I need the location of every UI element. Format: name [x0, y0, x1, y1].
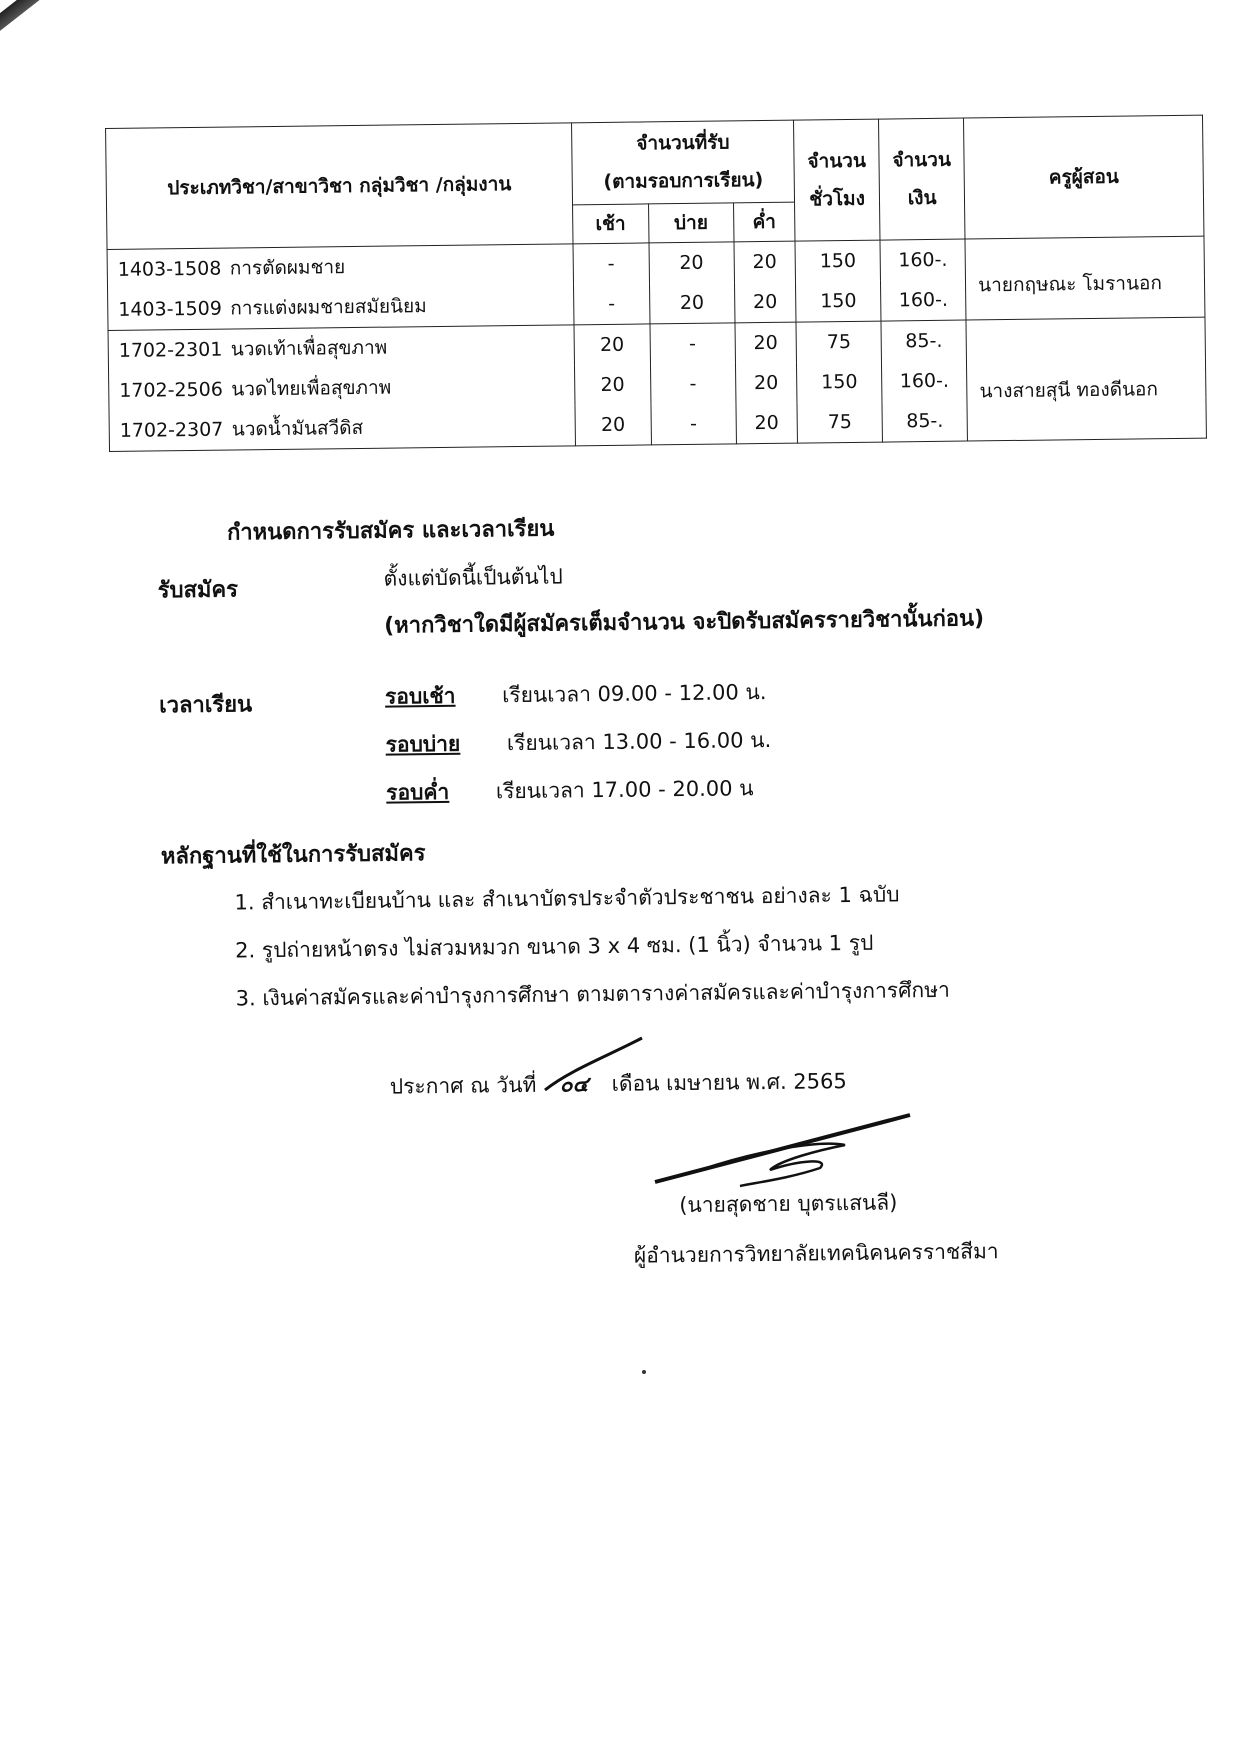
header-hours-line1: จำนวน: [807, 149, 867, 173]
evening-seats: 20: [735, 363, 797, 404]
fee-cell: 160-.: [880, 239, 965, 281]
announcement-suffix: เดือน เมษายน พ.ศ. 2565: [611, 1069, 847, 1096]
signatory-position: ผู้อำนวยการวิทยาลัยเทคนิคนครราชสีมา: [633, 1239, 999, 1268]
afternoon-seats: -: [650, 323, 736, 365]
course-code: 1702-2506: [119, 378, 223, 402]
schedule-title: กำหนดการรับสมัคร และเวลาเรียน: [226, 516, 555, 546]
hours-cell: 150: [796, 281, 881, 323]
header-fee-line1: จำนวน: [892, 148, 952, 172]
hours-cell: 75: [797, 402, 882, 444]
hours-cell: 75: [796, 321, 881, 363]
evening-seats: 20: [734, 282, 796, 323]
round-label: รอบเช้า: [384, 683, 456, 709]
afternoon-seats: -: [650, 363, 735, 404]
course-code: 1403-1508: [117, 257, 222, 281]
evidence-title: หลักฐานที่ใช้ในการรับสมัคร: [160, 841, 426, 870]
course-name: นวดไทยเพื่อสุขภาพ: [231, 376, 392, 401]
course-name: นวดน้ำมันสวีดิส: [231, 416, 364, 441]
round-label: รอบบ่าย: [385, 731, 461, 757]
apply-note: (หากวิชาใดมีผู้สมัครเต็มจำนวน จะปิดรับสมัครรายวิชานั้นก่อน): [384, 606, 985, 639]
round-time: เรียนเวลา 09.00 - 12.00 น.: [502, 680, 767, 708]
announcement-day: ๐๔: [559, 1072, 589, 1097]
course-code: 1702-2301: [118, 338, 223, 362]
round-time: เรียนเวลา 17.00 - 20.00 น: [495, 776, 754, 804]
stray-dot: [642, 1370, 646, 1374]
course-name: นวดเท้าเพื่อสุขภาพ: [230, 336, 388, 361]
fee-cell: 85-.: [881, 320, 966, 362]
evidence-item: 3. เงินค่าสมัครและค่าบำรุงการศึกษา ตามตารางค่าสมัครและค่าบำรุงการศึกษา: [235, 977, 950, 1011]
course-code: 1403-1509: [118, 297, 222, 321]
morning-seats: 20: [574, 324, 650, 365]
afternoon-seats: 20: [649, 282, 735, 324]
afternoon-seats: 20: [649, 242, 735, 284]
teacher-cell: นายกฤษณะ โมรานอก: [965, 236, 1205, 320]
hours-cell: 150: [797, 362, 882, 403]
header-teacher: ครูผู้สอน: [964, 115, 1204, 239]
header-seats-line2: (ตามรอบการเรียน): [603, 169, 764, 194]
header-hours-line2: ชั่วโมง: [809, 187, 866, 211]
evening-seats: 20: [734, 241, 796, 282]
hours-cell: 150: [795, 240, 880, 282]
header-seats-line1: จำนวนที่รับ: [636, 131, 730, 155]
header-subject: ประเภทวิชา/สาขาวิชา กลุ่มวิชา /กลุ่มงาน: [106, 123, 573, 250]
study-time-label: เวลาเรียน: [158, 692, 253, 719]
header-fee-line2: เงิน: [907, 186, 937, 210]
header-evening: ค่ำ: [733, 202, 795, 242]
round-time: เรียนเวลา 13.00 - 16.00 น.: [506, 727, 772, 756]
round-label: รอบค่ำ: [386, 779, 450, 805]
fee-cell: 160-.: [881, 280, 966, 322]
evening-seats: 20: [735, 322, 797, 363]
fee-cell: 160-.: [882, 361, 967, 402]
afternoon-seats: -: [651, 403, 737, 445]
morning-seats: -: [574, 283, 650, 324]
morning-seats: -: [573, 243, 649, 284]
morning-seats: 20: [575, 404, 651, 445]
course-name: การแต่งผมชายสมัยนิยม: [230, 295, 427, 320]
header-morning: เช้า: [573, 204, 649, 244]
course-name: การตัดผมชาย: [229, 256, 346, 280]
evidence-item: 1. สำเนาทะเบียนบ้าน และ สำเนาบัตรประจำตัวประชาชน อย่างละ 1 ฉบับ: [234, 882, 900, 915]
teacher-cell: นางสายสุนี ทองดีนอก: [966, 317, 1206, 441]
signatory-name: (นายสุดชาย บุตรแสนลี): [679, 1190, 898, 1218]
fee-cell: 85-.: [882, 401, 967, 443]
morning-seats: 20: [574, 364, 650, 405]
evidence-item: 2. รูปถ่ายหน้าตรง ไม่สวมหมวก ขนาด 3 x 4 ซม. (1 นิ้ว) จำนวน 1 รูป: [234, 930, 874, 963]
apply-text: ตั้งแต่บัดนี้เป็นต้นไป: [383, 564, 563, 591]
evening-seats: 20: [736, 403, 798, 444]
apply-label: รับสมัคร: [157, 577, 239, 604]
header-afternoon: บ่าย: [648, 203, 733, 243]
course-code: 1702-2307: [119, 418, 224, 442]
date-handwriting-stroke: [545, 1038, 642, 1090]
announcement-prefix: ประกาศ ณ วันที่: [389, 1072, 537, 1099]
